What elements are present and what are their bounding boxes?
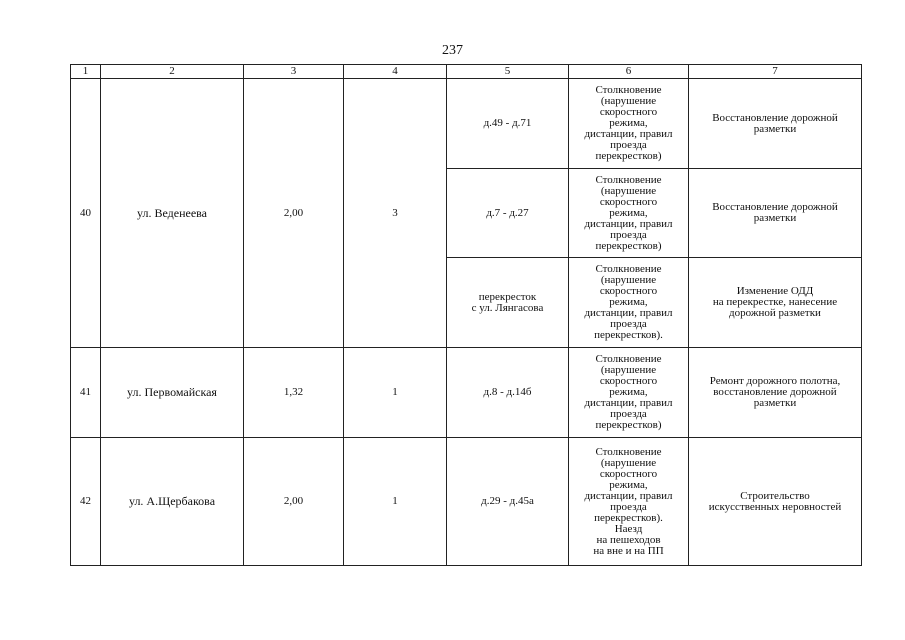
page-number: 237	[442, 43, 463, 58]
accident-count: 1	[344, 348, 447, 438]
section-location: д.29 - д.45а	[447, 438, 569, 566]
accident-cause: Столкновение (нарушение скоростного режима, дистанции, правил проезда перекрестков).	[569, 258, 689, 348]
accident-cause: Столкновение (нарушение скоростного режима, дистанции, правил проезда перекрестков)	[569, 79, 689, 169]
column-header: 4	[344, 65, 447, 79]
row-number: 41	[71, 348, 101, 438]
column-header: 6	[569, 65, 689, 79]
table-row	[71, 438, 862, 566]
accident-cause: Столкновение (нарушение скоростного режима, дистанции, правил проезда перекрестков). Наезд на пешеходов на вне и на ПП	[569, 438, 689, 566]
street-name: ул. Первомайская	[101, 348, 244, 438]
column-header: 5	[447, 65, 569, 79]
section-location: д.49 - д.71	[447, 79, 569, 169]
column-header: 3	[244, 65, 344, 79]
table-row	[71, 348, 862, 438]
table-row	[71, 79, 862, 169]
length-value: 2,00	[244, 79, 344, 348]
safety-measure: Изменение ОДД на перекрестке, нанесение дорожной разметки	[689, 258, 862, 348]
section-location: д.7 - д.27	[447, 169, 569, 258]
street-name: ул. Веденеева	[101, 79, 244, 348]
header-row	[71, 65, 862, 79]
row-number: 40	[71, 79, 101, 348]
column-header: 2	[101, 65, 244, 79]
accident-count: 1	[344, 438, 447, 566]
street-name: ул. А.Щербакова	[101, 438, 244, 566]
row-number: 42	[71, 438, 101, 566]
safety-measure: Строительство искусственных неровностей	[689, 438, 862, 566]
accident-count: 3	[344, 79, 447, 348]
safety-measure: Восстановление дорожной разметки	[689, 169, 862, 258]
section-location: перекресток с ул. Лянгасова	[447, 258, 569, 348]
column-header: 1	[71, 65, 101, 79]
safety-measure: Ремонт дорожного полотна, восстановление дорожной разметки	[689, 348, 862, 438]
length-value: 1,32	[244, 348, 344, 438]
accident-cause: Столкновение (нарушение скоростного режима, дистанции, правил проезда перекрестков)	[569, 169, 689, 258]
accident-cause: Столкновение (нарушение скоростного режима, дистанции, правил проезда перекрестков)	[569, 348, 689, 438]
section-location: д.8 - д.14б	[447, 348, 569, 438]
safety-measure: Восстановление дорожной разметки	[689, 79, 862, 169]
length-value: 2,00	[244, 438, 344, 566]
road-safety-table	[70, 64, 862, 566]
column-header: 7	[689, 65, 862, 79]
